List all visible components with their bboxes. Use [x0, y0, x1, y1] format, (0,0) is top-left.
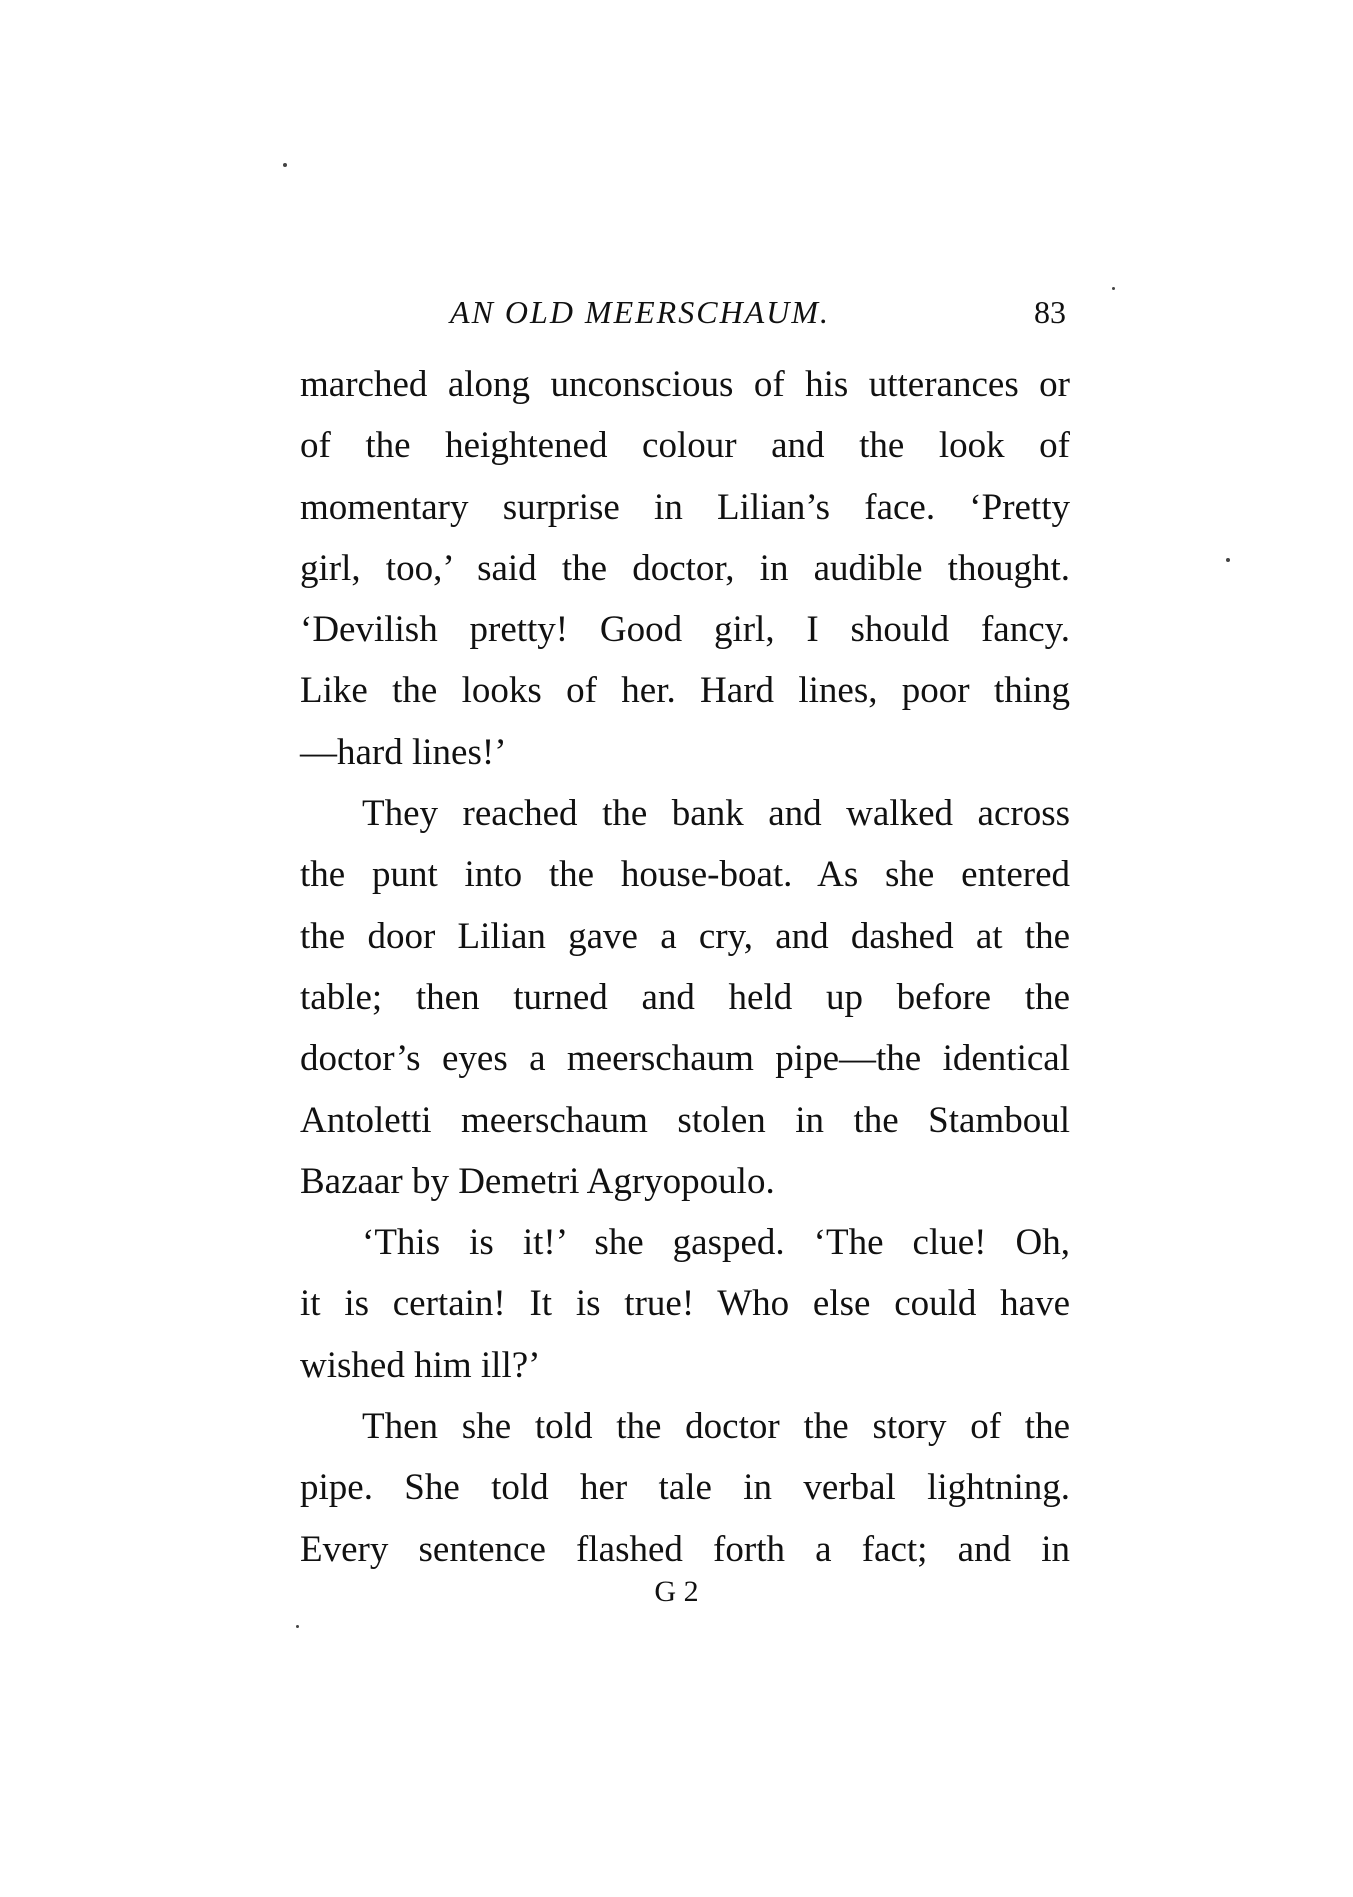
scan-speck: [1226, 558, 1230, 562]
text-line: They reached the bank and walked across: [362, 793, 1070, 835]
signature-mark: G 2: [654, 1575, 699, 1608]
text-line: ‘Devilish pretty! Good girl, I should fancy.: [300, 609, 1070, 651]
text-line: doctor’s eyes a meerschaum pipe—the identical: [300, 1038, 1070, 1080]
text-line: Bazaar by Demetri Agryopoulo.: [300, 1160, 775, 1202]
text-line: pipe. She told her tale in verbal lightning.: [300, 1467, 1070, 1509]
text-line: marched along unconscious of his utterances or: [300, 364, 1070, 405]
scan-speck: [283, 163, 287, 167]
scan-speck: [296, 1625, 299, 1628]
text-line: Every sentence flashed forth a fact; and in: [300, 1528, 1070, 1570]
text-line: Antoletti meerschaum stolen in the Stamboul: [300, 1099, 1070, 1141]
text-line: of the heightened colour and the look of: [300, 425, 1070, 467]
text-line: it is certain! It is true! Who else could have: [300, 1283, 1070, 1325]
text-line: the punt into the house-boat. As she entered: [300, 854, 1070, 896]
running-head: [300, 290, 1080, 334]
text-line: girl, too,’ said the doctor, in audible thought.: [300, 547, 1070, 589]
text-line: momentary surprise in Lilian’s face. ‘Pretty: [300, 486, 1070, 528]
text-line: table; then turned and held up before the: [300, 976, 1070, 1018]
text-line: Then she told the doctor the story of the: [362, 1406, 1070, 1448]
text-line: —hard lines!’: [300, 731, 507, 773]
text-line: the door Lilian gave a cry, and dashed at the: [300, 915, 1070, 957]
text-line: ‘This is it!’ she gasped. ‘The clue! Oh,: [362, 1222, 1070, 1264]
scan-speck: [1112, 287, 1115, 290]
page-number: 83: [1034, 294, 1066, 330]
running-title: AN OLD MEERSCHAUM.: [450, 294, 830, 330]
text-line: wished him ill?’: [300, 1344, 541, 1386]
body-text: [300, 354, 1070, 1580]
text-line: Like the looks of her. Hard lines, poor thing: [300, 670, 1070, 712]
